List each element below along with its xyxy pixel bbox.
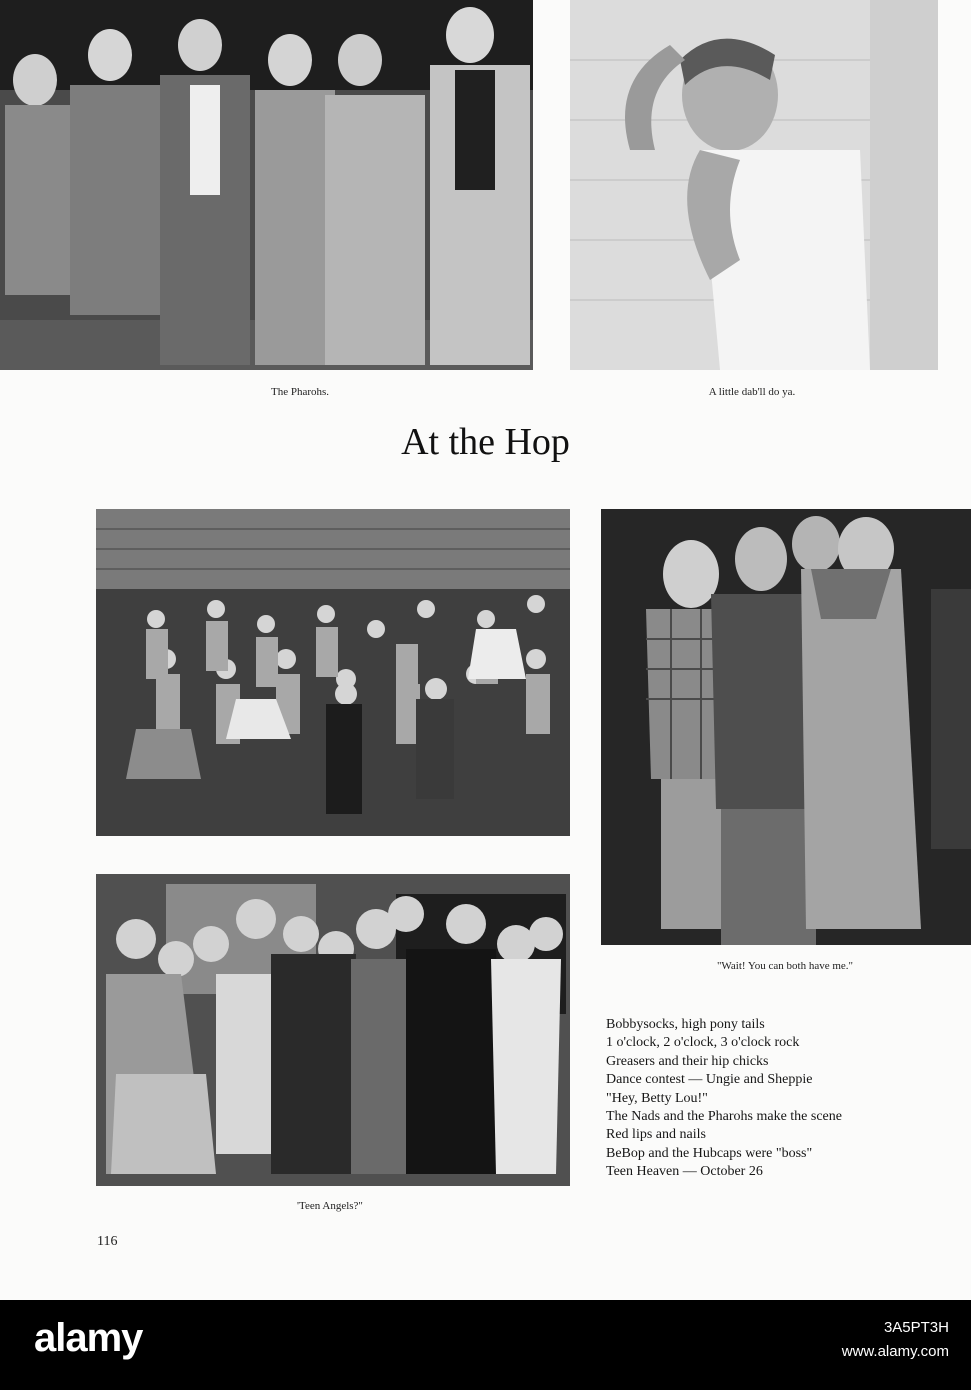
image-id: 3A5PT3H xyxy=(883,1319,949,1336)
photo-teen-angels xyxy=(96,874,570,1186)
page-number: 116 xyxy=(97,1234,118,1249)
alamy-logo: alamy xyxy=(34,1316,143,1360)
poem-line: 1 o'clock, 2 o'clock, 3 o'clock rock xyxy=(606,1035,800,1051)
poem-line: "Hey, Betty Lou!" xyxy=(606,1090,708,1106)
caption-teen-angels: 'Teen Angels?" xyxy=(297,1200,363,1212)
stock-footer-bar xyxy=(0,1300,971,1390)
caption-both: "Wait! You can both have me." xyxy=(716,960,854,972)
poem-line: Bobbysocks, high pony tails xyxy=(606,1017,765,1032)
poem-line: Red lips and nails xyxy=(606,1127,706,1143)
caption-dab: A little dab'll do ya. xyxy=(708,386,796,398)
photo-dab xyxy=(570,0,938,370)
poem-line: The Nads and the Pharohs make the scene xyxy=(606,1109,842,1125)
poem-text xyxy=(606,1016,936,1182)
photo-pharohs xyxy=(0,0,533,370)
photo-dance-floor xyxy=(96,509,570,836)
stock-image-info xyxy=(842,1316,949,1364)
poem-line: BeBop and the Hubcaps were "boss" xyxy=(606,1145,813,1161)
caption-pharohs: The Pharohs. xyxy=(270,386,330,398)
page-title: At the Hop xyxy=(401,421,570,463)
photo-both xyxy=(601,509,971,945)
site-url: www.alamy.com xyxy=(841,1343,949,1360)
poem-line: Dance contest — Ungie and Sheppie xyxy=(606,1072,813,1088)
poem-line: Teen Heaven — October 26 xyxy=(606,1164,763,1180)
poem-line: Greasers and their hip chicks xyxy=(606,1053,769,1069)
